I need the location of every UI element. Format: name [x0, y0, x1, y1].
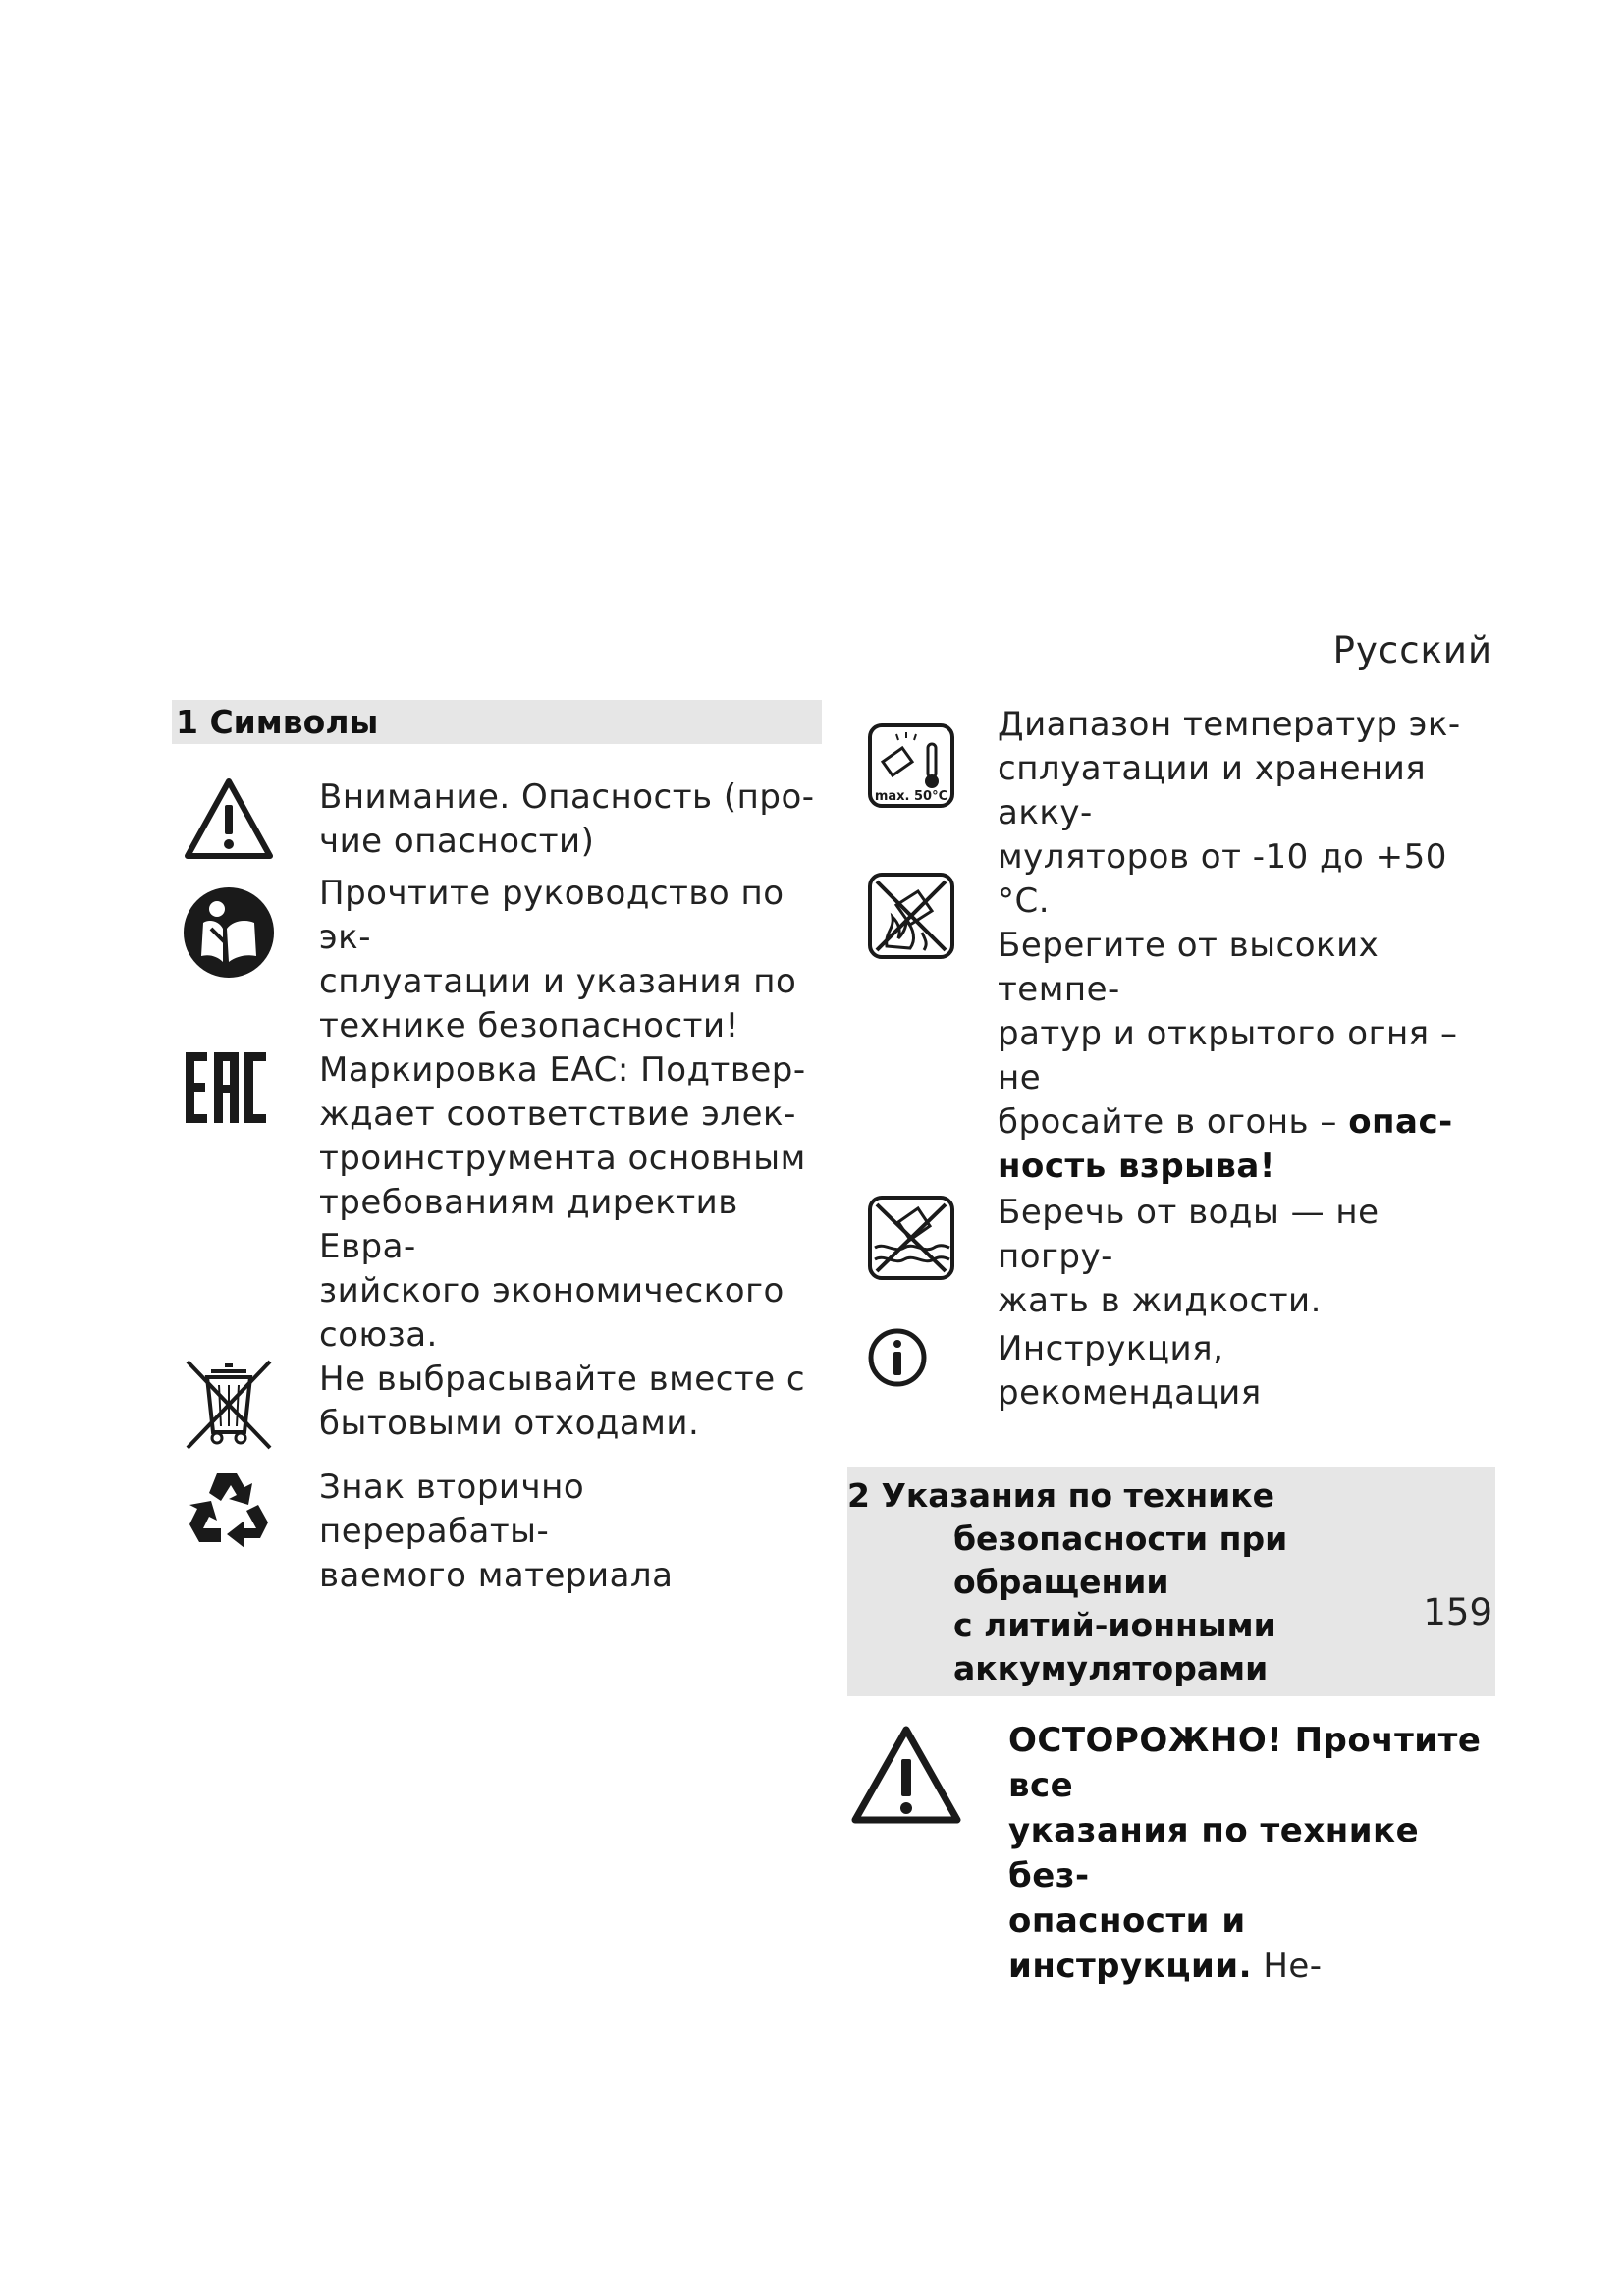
- symbol-read-manual-text: Прочтите руководство по эк- сплуатации и указания по технике безопасности!: [319, 874, 797, 1045]
- eac-mark-icon: [182, 1048, 270, 1127]
- svg-text:max. 50°C: max. 50°C: [874, 789, 948, 804]
- language-label: Русский: [1332, 629, 1492, 671]
- no-water-icon: [867, 1195, 955, 1281]
- symbol-eac: [172, 1048, 822, 1358]
- symbol-crossed-bin-text: Не выбрасывайте вместе с бытовыми отходами.: [319, 1360, 806, 1443]
- recycling-icon: [182, 1466, 276, 1556]
- symbol-info-text: Инструкция, рекомендация: [998, 1329, 1262, 1413]
- info-icon: [867, 1327, 928, 1388]
- symbol-temperature-text: Диапазон температур эк- сплуатации и хранения акку- муляторов от -10 до +50 °C. Берегите от высоких темпе- ратур и открытого огня – не бросайте в огонь – опас- ность взрыва!: [998, 705, 1461, 1186]
- symbol-warning-text: Внимание. Опасность (про- чие опасности): [319, 777, 815, 861]
- symbol-temperature: [847, 703, 1495, 1189]
- symbol-crossed-bin: [172, 1358, 822, 1456]
- section-2-warning: [847, 1718, 1495, 1989]
- warning-text: ОСТОРОЖНО! Прочтите все указания по технике без- опасности и инструкции. Не-: [1008, 1721, 1482, 1986]
- section-2-title: 2 Указания по технике безопасности при обращении с литий-ионными аккумуляторами: [847, 1467, 1495, 1696]
- symbol-eac-text: Маркировка EAC: Подтвер- ждает соответствие элек- троинструмента основным требованиям директив Евра- зийского экономического союза.: [319, 1050, 806, 1355]
- symbol-info: [847, 1327, 1495, 1415]
- symbol-recycling: [172, 1466, 822, 1598]
- read-manual-icon: [182, 885, 276, 980]
- crossed-bin-icon: [182, 1358, 276, 1452]
- symbol-water: [847, 1191, 1495, 1323]
- symbol-warning: [172, 775, 822, 864]
- symbol-water-text: Беречь от воды — не погру- жать в жидкости.: [998, 1193, 1380, 1320]
- symbol-read-manual: [172, 872, 822, 1048]
- right-column: [847, 700, 1495, 1989]
- section-1-title: 1 Символы: [172, 700, 822, 744]
- page-number: 159: [1423, 1591, 1492, 1633]
- warning-triangle-icon: [182, 775, 276, 862]
- warning-triangle-icon: [847, 1722, 965, 1830]
- temperature-range-icon: [867, 722, 955, 809]
- symbol-recycling-text: Знак вторично перерабаты- ваемого материала: [319, 1468, 674, 1595]
- no-fire-icon: [867, 872, 955, 960]
- left-column: [172, 700, 822, 1598]
